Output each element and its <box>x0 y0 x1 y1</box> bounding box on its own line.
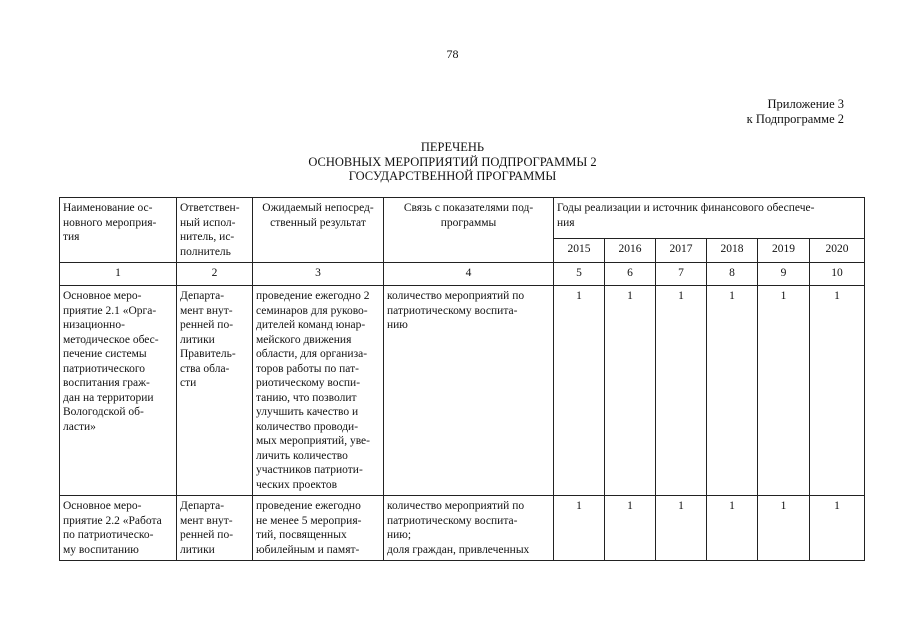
measure-executor: Департа- мент внут- ренней по- литики Правитель- ства обла- сти <box>177 286 253 496</box>
title-line-1: ПЕРЕЧЕНЬ <box>420 140 485 154</box>
year-value: 1 <box>554 496 605 561</box>
measures-table <box>59 197 865 561</box>
column-number: 5 <box>554 263 605 286</box>
column-number: 8 <box>707 263 758 286</box>
measure-executor: Департа- мент внут- ренней по- литики <box>177 496 253 561</box>
year-value: 1 <box>656 496 707 561</box>
column-number: 7 <box>656 263 707 286</box>
year-value: 1 <box>758 286 810 496</box>
document-title <box>0 140 905 184</box>
page-number: 78 <box>446 47 459 61</box>
column-number-row <box>60 263 865 286</box>
header-years-group: Годы реализации и источник финансового обеспече- ния <box>554 198 865 239</box>
year-cell: 2018 <box>707 239 758 263</box>
column-number: 9 <box>758 263 810 286</box>
column-number: 4 <box>384 263 554 286</box>
column-number: 3 <box>253 263 384 286</box>
column-number: 2 <box>177 263 253 286</box>
column-number: 6 <box>605 263 656 286</box>
column-number: 1 <box>60 263 177 286</box>
year-cell: 2020 <box>810 239 865 263</box>
year-cell: 2016 <box>605 239 656 263</box>
table-row <box>60 286 865 496</box>
title-line-2: ОСНОВНЫХ МЕРОПРИЯТИЙ ПОДПРОГРАММЫ 2 <box>308 154 597 169</box>
year-value: 1 <box>810 496 865 561</box>
appendix-line-2: к Подпрограмме 2 <box>746 112 844 126</box>
measure-result: проведение ежегодно 2 семинаров для руково- дителей команд юнар- мейского движения области, для организа- торов работы по пат- риотическому воспи- танию, что позволит улучшить качество и количество проводи- мых мероприятий, уве- личить количество участников патриоти- ческих проектов <box>253 286 384 496</box>
year-cell: 2017 <box>656 239 707 263</box>
year-value: 1 <box>810 286 865 496</box>
year-value: 1 <box>758 496 810 561</box>
appendix-note <box>747 97 844 127</box>
year-value: 1 <box>707 496 758 561</box>
year-value: 1 <box>554 286 605 496</box>
header-result: Ожидаемый непосред- ственный результат <box>253 198 384 263</box>
measure-name: Основное меро- приятие 2.2 «Работа по патриотическо- му воспитанию <box>60 496 177 561</box>
column-number: 10 <box>810 263 865 286</box>
measure-indicators: количество мероприятий по патриотическому воспита- нию <box>384 286 554 496</box>
header-name: Наименование ос- новного мероприя- тия <box>60 198 177 263</box>
appendix-line-1: Приложение 3 <box>767 97 844 111</box>
measure-result: проведение ежегодно не менее 5 мероприя- тий, посвященных юбилейным и памят- <box>253 496 384 561</box>
measure-indicators: количество мероприятий по патриотическому воспита- нию; доля граждан, привлеченных <box>384 496 554 561</box>
year-value: 1 <box>605 496 656 561</box>
header-executor: Ответствен- ный испол- нитель, ис- полнитель <box>177 198 253 263</box>
year-value: 1 <box>656 286 707 496</box>
measure-name: Основное меро- приятие 2.1 «Орга- низационно- методическое обес- печение системы патриотического воспитания граж- дан на территории Вологодской об- ласти» <box>60 286 177 496</box>
table-row <box>60 496 865 561</box>
header-row <box>60 198 865 239</box>
year-value: 1 <box>707 286 758 496</box>
year-value: 1 <box>605 286 656 496</box>
year-cell: 2019 <box>758 239 810 263</box>
year-cell: 2015 <box>554 239 605 263</box>
title-line-3: ГОСУДАРСТВЕННОЙ ПРОГРАММЫ <box>348 169 557 183</box>
header-indicators: Связь с показателями под- программы <box>384 198 554 263</box>
